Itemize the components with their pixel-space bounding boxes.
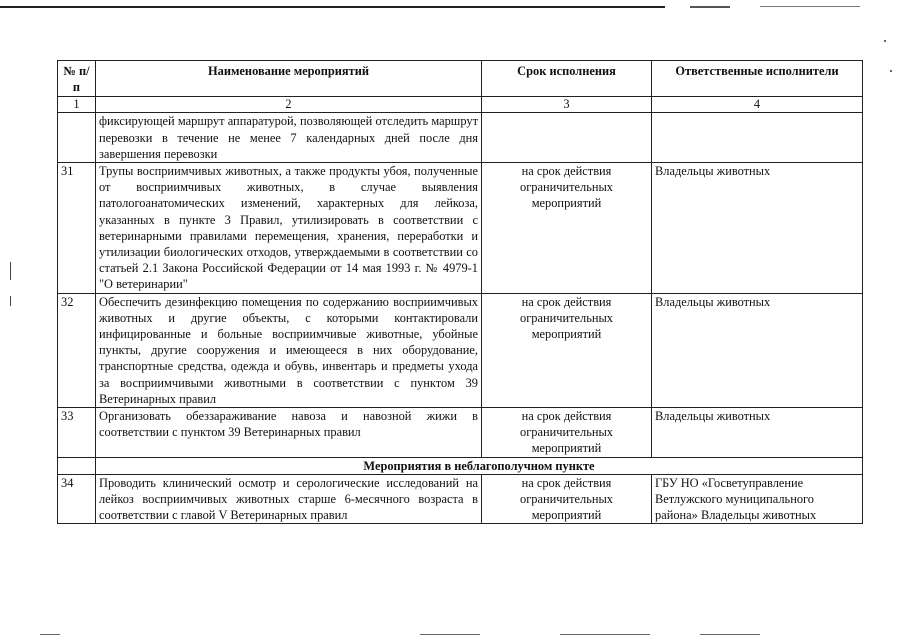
header-measure-name: Наименование мероприятий — [96, 61, 482, 97]
row-measure: Трупы восприимчивых животных, а также продукты убоя, полученные от восприимчивых животных, в случае выявления патологоанатомических изменений, характерных для лейкоза, указанных в пункте 3 Правил, утилизировать в соответствии с ветеринарными правилами перемещения, хранения, переработки и утилизации биологических отходов, утверждаемыми в соответствии со статьей 2.1 Закона Российской Федерации от 14 мая 1993 г. № 4979-1 "О ветеринарии" — [96, 163, 482, 294]
table-row — [58, 113, 863, 163]
row-responsible — [652, 113, 863, 163]
row-responsible: Владельцы животных — [652, 408, 863, 458]
scan-speck — [884, 40, 886, 42]
section-row — [58, 457, 863, 474]
section-title: Мероприятия в неблагополучном пункте — [96, 457, 863, 474]
table-row — [58, 293, 863, 407]
row-responsible: ГБУ НО «Госветуправление Ветлужского муниципального района» Владельцы животных — [652, 474, 863, 524]
margin-mark — [10, 262, 11, 280]
row-number — [58, 113, 96, 163]
row-measure: Обеспечить дезинфекцию помещения по содержанию восприимчивых животных и другие объекты, с которыми контактировали инфицированные и больные восприимчивые животные, убойные пункты, другие сооружения и имеющееся в них оборудование, транспортные средства, одежда и обувь, инвентарь и предметы ухода за восприимчивыми животными в соответствии с пунктом 39 Ветеринарных правил — [96, 293, 482, 407]
measures-table — [57, 60, 863, 524]
row-number: 32 — [58, 293, 96, 407]
table-row — [58, 163, 863, 294]
row-number: 34 — [58, 474, 96, 524]
row-deadline: на срок действия ограничительных мероприятий — [482, 474, 652, 524]
scan-artifact-top — [0, 6, 905, 8]
scan-artifact-bottom — [0, 634, 905, 636]
column-number: 1 — [58, 97, 96, 113]
header-deadline: Срок исполнения — [482, 61, 652, 97]
row-measure: фиксирующей маршрут аппаратурой, позволяющей отследить маршрут перевозки в течение не менее 7 календарных дней после дня завершения перевозки — [96, 113, 482, 163]
section-number-cell — [58, 457, 96, 474]
header-number: № п/п — [58, 61, 96, 97]
margin-mark — [10, 296, 11, 306]
column-number: 3 — [482, 97, 652, 113]
header-responsible: Ответственные исполнители — [652, 61, 863, 97]
row-measure: Организовать обеззараживание навоза и навозной жижи в соответствии с пунктом 39 Ветеринарных правил — [96, 408, 482, 458]
row-deadline: на срок действия ограничительных мероприятий — [482, 163, 652, 294]
row-deadline: на срок действия ограничительных мероприятий — [482, 293, 652, 407]
row-measure: Проводить клинический осмотр и серологические исследований на лейкоз восприимчивых животных старше 6-месячного возраста в соответствии с главой V Ветеринарных правил — [96, 474, 482, 524]
row-responsible: Владельцы животных — [652, 163, 863, 294]
row-deadline: на срок действия ограничительных мероприятий — [482, 408, 652, 458]
table-row — [58, 408, 863, 458]
scan-speck — [890, 70, 892, 72]
table-header-row — [58, 61, 863, 97]
row-deadline — [482, 113, 652, 163]
row-responsible: Владельцы животных — [652, 293, 863, 407]
row-number: 33 — [58, 408, 96, 458]
table-row — [58, 474, 863, 524]
column-number-row — [58, 97, 863, 113]
row-number: 31 — [58, 163, 96, 294]
column-number: 2 — [96, 97, 482, 113]
column-number: 4 — [652, 97, 863, 113]
